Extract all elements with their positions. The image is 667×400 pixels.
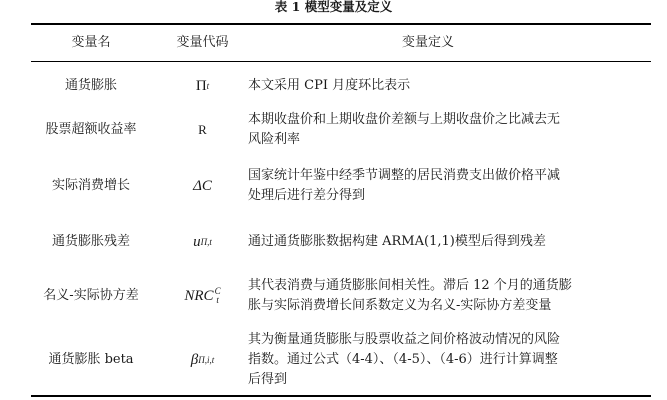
row-3-name: 实际消费增长 [51, 178, 130, 193]
row-4-symbol: u Π,t [193, 234, 212, 250]
row-1-symbol: Π t [195, 78, 210, 94]
row-1-definition: 本文采用 CPI 月度环比表示 [248, 78, 411, 93]
table-bottom-rule [31, 395, 651, 397]
row-5-symbol: NRC C t [184, 286, 221, 305]
row-4-definition: 通过通货膨胀数据构建 ARMA(1,1)模型后得到残差 [248, 234, 546, 249]
header-variable-name: 变量名 [71, 35, 111, 50]
row-5-definition: 其代表消费与通货膨胀间相关性。滞后 12 个月的通货膨 胀与实际消费增长间系数定义为名义-实际协方差变量 [248, 278, 572, 313]
row-2-name: 股票超额收益率 [45, 122, 137, 137]
row-3-symbol: ΔC [193, 178, 212, 194]
row-2-symbol: R [198, 122, 207, 137]
row-3-definition: 国家统计年鉴中经季节调整的居民消费支出做价格平减 处理后进行差分得到 [248, 168, 561, 203]
table-top-rule [31, 23, 651, 25]
row-4-name: 通货膨胀残差 [51, 234, 130, 249]
table-caption: 表 1 模型变量及定义 [274, 0, 393, 14]
header-variable-definition: 变量定义 [401, 35, 454, 50]
row-6-definition: 其为衡量通货膨胀与股票收益之间价格波动情况的风险 指数。通过公式（4-4）、（4-5）、（4-6）进行计算调整 后得到 [248, 332, 561, 387]
header-variable-code: 变量代码 [176, 35, 229, 50]
row-5-name: 名义-实际协方差 [43, 288, 139, 303]
row-2-definition: 本期收盘价和上期收盘价差额与上期收盘价之比减去无 风险利率 [248, 112, 561, 147]
row-1-name: 通货膨胀 [64, 78, 117, 93]
table-header-rule [31, 61, 651, 62]
row-6-symbol: β Π,i,t [190, 352, 215, 368]
row-6-name: 通货膨胀 beta [48, 352, 134, 367]
